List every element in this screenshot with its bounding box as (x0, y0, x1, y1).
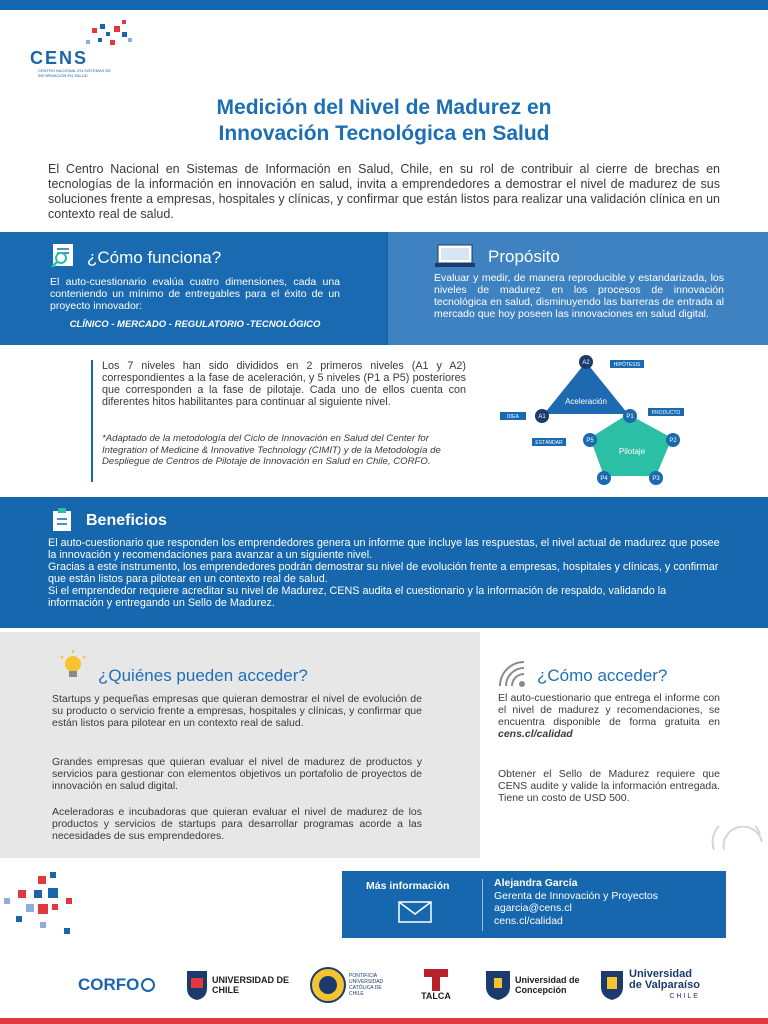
proposito-title: Propósito (488, 247, 560, 266)
uv-logo (600, 965, 700, 1005)
acceleration-triangle (544, 362, 628, 414)
node-a2-label: A2 (582, 360, 590, 366)
node-p2-label: P2 (669, 438, 677, 444)
beneficios-p1: El auto-cuestionario que responden los emprendedores genera un informe que incluye las respuestas, el nivel actual de madurez que posee la innovación y recomendaciones para avanzar a un siguiente nivel. (48, 537, 720, 561)
bottom-accent-bar (0, 1018, 768, 1024)
uv-shield-icon (600, 970, 624, 1000)
como-acceder-p1 (498, 692, 720, 740)
contact-email[interactable]: agarcia@cens.cl (494, 902, 572, 914)
como-funciona-title: ¿Cómo funciona? (87, 248, 222, 267)
dimensions-list: CLÍNICO - MERCADO - REGULATORIO -TECNOLÓGICO (69, 319, 321, 330)
uchile-text: UNIVERSIDAD DE CHILE (212, 975, 290, 995)
como-acceder-p2: Obtener el Sello de Madurez requiere que CENS audite y valide la información entregada. Tiene un costo de USD 500. (498, 768, 720, 804)
contact-info (494, 877, 658, 927)
levels-text: Los 7 niveles han sido divididos en 2 primeros niveles (A1 y A2) correspondientes a la fase de aceleración, y 5 niveles (P1 a P5) posteriores que corresponden a la fase de pilotaje. Cada uno de ellos cuenta con diferentes hitos habilitantes para continuar al siguiente nivel. (102, 360, 466, 408)
tag-estandar-label: ESTÁNDAR (535, 440, 563, 446)
corfo-text: CORFO (78, 975, 140, 994)
laptop-icon (435, 244, 475, 268)
talca-mark-icon (420, 969, 452, 991)
acceleration-label: Aceleración (565, 397, 607, 406)
signal-icon (498, 660, 528, 688)
como-funciona-text: El auto-cuestionario evalúa cuatro dimensiones, cada una conteniendo un mínimo de entregables para el éxito de un proyecto innovador: (50, 276, 340, 312)
talca-text: TALCA (421, 991, 451, 1001)
proposito-panel (388, 232, 768, 345)
contact-box (342, 871, 726, 938)
lightbulb-icon (58, 650, 88, 680)
top-accent-bar (0, 0, 768, 10)
puc-text: PONTIFICIA UNIVERSIDAD CATÓLICA DE CHILE (349, 973, 384, 997)
beneficios-p2: Gracias a este instrumento, los emprendedores podrán demostrar su nivel de evolución frente a empresas, hospitales y clínicas, y confirmar que están listos para pilotear en un contexto real de salud. (48, 561, 719, 585)
uv-text-2: de Valparaíso (629, 978, 700, 991)
cens-logo (30, 26, 140, 82)
contact-name: Alejandra García (494, 877, 578, 889)
udec-logo (485, 965, 581, 1005)
levels-note: *Adaptado de la metodología del Ciclo de Innovación en Salud del Center for Integration of Medicine & Innovative Technology (CIMIT) y de la Metodología de Despliegue de Centros de Pilotaje de Innovación en Salud en Chile, CORFO. (102, 433, 441, 467)
decorative-arcs-icon (710, 826, 768, 850)
beneficios-text (48, 537, 724, 609)
envelope-icon[interactable] (398, 901, 432, 923)
contact-divider (482, 879, 483, 931)
uv-text-block (629, 969, 700, 1002)
decorative-pixels-icon (4, 872, 84, 942)
magnifier-document-icon (50, 242, 76, 268)
uv-text-1: Universidad (629, 967, 692, 980)
tag-hipotesis-label: HIPÓTESIS (613, 362, 641, 368)
udec-text: Universidad de Concepción (515, 975, 580, 995)
clipboard-icon (50, 508, 74, 532)
quienes-title: ¿Quiénes pueden acceder? (98, 666, 308, 685)
pilot-pentagon (590, 414, 672, 476)
uv-text-3: CHILE (669, 992, 700, 1000)
beneficios-p3: Si el emprendedor requiere acreditar su nivel de Madurez, CENS audita el cuestionario y la información de respaldo, validando la información y entregando un Sello de Madurez. (48, 585, 667, 609)
uchile-shield-icon (186, 970, 208, 1000)
como-acceder-title: ¿Cómo acceder? (537, 666, 668, 685)
title-line-1: Medición del Nivel de Madurez en (216, 96, 552, 119)
tag-idea-label: IDEA (507, 414, 519, 420)
quienes-p2: Grandes empresas que quieran evaluar el nivel de madurez de productos y servicios para gestionar con elementos objetivos un portafolio de proyectos de innovación en salud digital. (52, 756, 422, 792)
quienes-p3: Aceleradoras e incubadoras que quieran evaluar el nivel de madurez de los productos y servicios de startups para desarrollar programas acorde a las necesidades de sus emprendedores. (52, 806, 422, 842)
uchile-logo (186, 965, 296, 1005)
intro-paragraph: El Centro Nacional en Sistemas de Información en Salud, Chile, en su rol de contribuir al cierre de brechas en tecnologías de la información en innovación en salud, invita a emprendedores a demostrar el nivel de madurez de sus soluciones frente a empresas, hospitales y clínicas, y confirmar que están listos para realizar una validación clínica en un contexto real de salud. (48, 162, 720, 221)
title-line-2: Innovación Tecnológica en Salud (218, 122, 550, 145)
node-p4-label: P4 (600, 476, 608, 482)
pilot-label: Pilotaje (618, 447, 646, 456)
puc-seal-icon (310, 967, 346, 1003)
node-p5-label: P5 (586, 438, 594, 444)
tag-producto-label: PRODUCTO (651, 410, 681, 416)
maturity-diagram (492, 352, 722, 492)
beneficios-title: Beneficios (86, 512, 167, 529)
corfo-mark-icon (141, 978, 155, 992)
como-acceder-p1-text: El auto-cuestionario que entrega el informe con el nivel de madurez y recomendaciones, se encuentra disponible de forma gratuita en (498, 692, 720, 728)
logo-subtitle: CENTRO NACIONAL EN SISTEMAS DE INFORMACIÓN EN SALUD (38, 68, 111, 78)
quienes-p1: Startups y pequeñas empresas que quieran demostrar el nivel de evolución de su producto o servicio frente a empresas, hospitales y clínicas, y confirmar que están listos para pilotear en un contexto real de salud. (52, 693, 422, 729)
contact-web[interactable]: cens.cl/calidad (494, 914, 563, 927)
levels-accent-bar (91, 360, 93, 482)
proposito-text: Evaluar y medir, de manera reproducible y estandarizada, los niveles de madurez en los procesos de innovación tecnológica en salud, disminuyendo las barreras de entrada al mercado que hoy poseen las innovaciones en salud digital. (434, 272, 724, 320)
node-p1-label: P1 (626, 414, 634, 420)
logo-text: CENS (30, 48, 89, 68)
corfo-logo (78, 965, 155, 1005)
more-info-label: Más información (366, 880, 450, 892)
node-a1-label: A1 (538, 414, 546, 420)
puc-logo (310, 965, 395, 1005)
cens-calidad-link[interactable]: cens.cl/calidad (498, 728, 573, 740)
contact-role: Gerenta de Innovación y Proyectos (494, 889, 659, 902)
page-title (0, 95, 768, 147)
udec-shield-icon (485, 970, 511, 1000)
talca-logo (420, 965, 452, 1005)
node-p3-label: P3 (652, 476, 660, 482)
